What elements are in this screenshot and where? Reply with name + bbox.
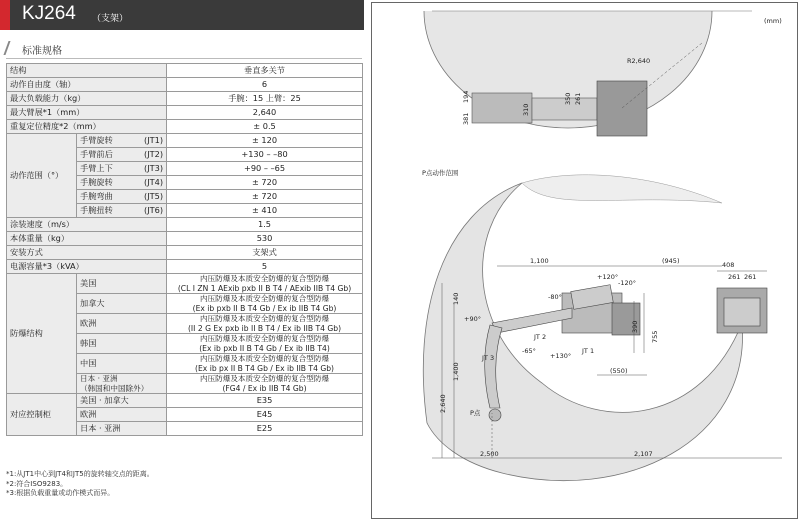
dim-310: 310 [522,103,530,116]
row-label: 最大负载能力（kg） [7,92,167,106]
table-row [7,92,363,106]
dim-350: 350 [564,92,572,105]
row-value: 垂直多关节 [167,64,363,78]
row-label: 涂装速度（m/s） [7,218,167,232]
row-value: ± 0.5 [167,120,363,134]
explosion-value: 内压防爆及本质安全防爆的复合型防爆 (FG4 / Ex ib IIB T4 Gb) [167,374,363,394]
explosion-value: 内压防爆及本质安全防爆的复合型防爆 (Ex ib px II B T4 Gb / Ex ib IIB T4 Gb) [167,354,363,374]
footnote: *3:根据负载重量或动作模式而异。 [6,489,115,497]
table-row [7,64,363,78]
table-row [7,218,363,232]
jt3-label: JT 3 [482,354,495,362]
dim-390: 390 [631,320,639,333]
table-row [7,134,363,148]
dim-945: (945) [662,257,680,265]
region-label: 加拿大 [77,294,167,314]
table-row [7,260,363,274]
joint-value: +90 – –65 [167,162,363,176]
region-label: 美国 [77,274,167,294]
slash-icon [3,41,20,55]
table-row [7,274,363,294]
region-label: 日本 · 亚洲 （韩国和中国除外） [77,374,167,394]
row-value: 5 [167,260,363,274]
motion-range-label: 动作范围（°） [7,134,77,218]
angle-130: +130° [550,352,572,360]
table-row [7,246,363,260]
angle-80: -80° [548,293,562,301]
region-label: 中国 [77,354,167,374]
dim-2107: 2,107 [634,450,653,458]
angle-120b: -120° [618,279,637,287]
row-label: 重复定位精度*2（mm） [7,120,167,134]
robot-tool [489,409,501,421]
dim-2500: 2,500 [480,450,499,458]
explosion-value: 内压防爆及本质安全防爆的复合型防爆 (Ex ib pxb II B T4 Gb / Ex ib IIB T4) [167,334,363,354]
dim-140: 140 [452,292,460,305]
table-row [7,106,363,120]
dim-550: (550) [610,367,628,375]
dim-1100: 1,100 [530,257,549,265]
explosion-value: 内压防爆及本质安全防爆的复合型防爆 (II 2 G Ex pxb ib II B T4 / Ex ib IIB T4 Gb) [167,314,363,334]
row-label: 结构 [7,64,167,78]
drawing-svg [372,3,797,518]
region-label: 欧洲 [77,314,167,334]
controller-label: 对应控制柜 [7,394,77,436]
dim-261c: 261 [744,273,757,281]
dim-261b: 261 [728,273,741,281]
controller-value: E45 [167,408,363,422]
angle-120a: +120° [597,273,619,281]
explosion-label: 防爆结构 [7,274,77,394]
explosion-value: 内压防爆及本质安全防爆的复合型防爆 (Ex ib pxb II B T4 Gb / Ex ib IIB T4 Gb) [167,294,363,314]
end-view-cover [724,298,760,326]
row-label: 最大臂展*1（mm） [7,106,167,120]
row-label: 动作自由度（轴） [7,78,167,92]
joint-label: 手臂上下 (JT3) [77,162,167,176]
dim-408: 408 [722,261,735,269]
dim-755: 755 [651,330,659,343]
row-value: 530 [167,232,363,246]
joint-value: +130 – –80 [167,148,363,162]
table-row [7,394,363,408]
joint-value: ± 120 [167,134,363,148]
footnotes [6,470,154,499]
p-point-label: P点 [470,409,481,417]
p-range-label: P点动作范围 [422,169,459,177]
jt2-label: JT 2 [534,333,547,341]
region-label: 美国 · 加拿大 [77,394,167,408]
dim-381: 381 [462,112,470,125]
dim-261a: 261 [574,92,582,105]
joint-label: 手臂前后 (JT2) [77,148,167,162]
dim-194: 194 [462,90,470,103]
region-label: 欧洲 [77,408,167,422]
footnote: *1:从JT1中心到JT4和JT5的旋转轴交点的距离。 [6,470,154,478]
upper-range-area [522,175,722,203]
row-value: 6 [167,78,363,92]
title-bar [0,0,364,30]
table-row [7,78,363,92]
joint-label: 手腕旋转 (JT4) [77,176,167,190]
row-value: 手腕：15 上臂：25 [167,92,363,106]
table-row [7,232,363,246]
joint-value: ± 720 [167,190,363,204]
joint-value: ± 720 [167,176,363,190]
region-label: 韩国 [77,334,167,354]
controller-value: E25 [167,422,363,436]
unit-label: (mm) [764,17,782,25]
table-row [7,120,363,134]
accent-block [0,0,10,30]
row-label: 电源容量*3（kVA） [7,260,167,274]
top-base [597,81,647,136]
section-title: 标准规格 [22,46,62,57]
dimension-drawing [371,2,798,519]
joint-label: 手臂旋转 (JT1) [77,134,167,148]
region-label: 日本 · 亚洲 [77,422,167,436]
row-value: 1.5 [167,218,363,232]
footnote: *2:符合ISO9283。 [6,479,68,488]
angle-90: +90° [464,315,481,323]
section-heading [6,40,362,59]
dim-1400: 1,400 [452,362,460,381]
row-value: 支架式 [167,246,363,260]
row-label: 安装方式 [7,246,167,260]
dim-2640: 2,640 [439,394,447,413]
model-name: KJ264 [22,3,76,24]
explosion-value: 内压防爆及本质安全防爆的复合型防爆 (CL I ZN 1 AExib pxb II B T4 / AExib IIB T4 Gb) [167,274,363,294]
model-variant: （支架） [92,14,129,24]
joint-label: 手腕弯曲 (JT5) [77,190,167,204]
angle-65: -65° [522,347,536,355]
row-value: 2,640 [167,106,363,120]
jt1-label: JT 1 [582,347,595,355]
controller-value: E35 [167,394,363,408]
row-label: 本体重量（kg） [7,232,167,246]
joint-value: ± 410 [167,204,363,218]
joint-label: 手腕扭转 (JT6) [77,204,167,218]
spec-table [6,63,363,436]
radius-label: R2,640 [627,57,651,65]
robot-forearm [492,308,572,333]
